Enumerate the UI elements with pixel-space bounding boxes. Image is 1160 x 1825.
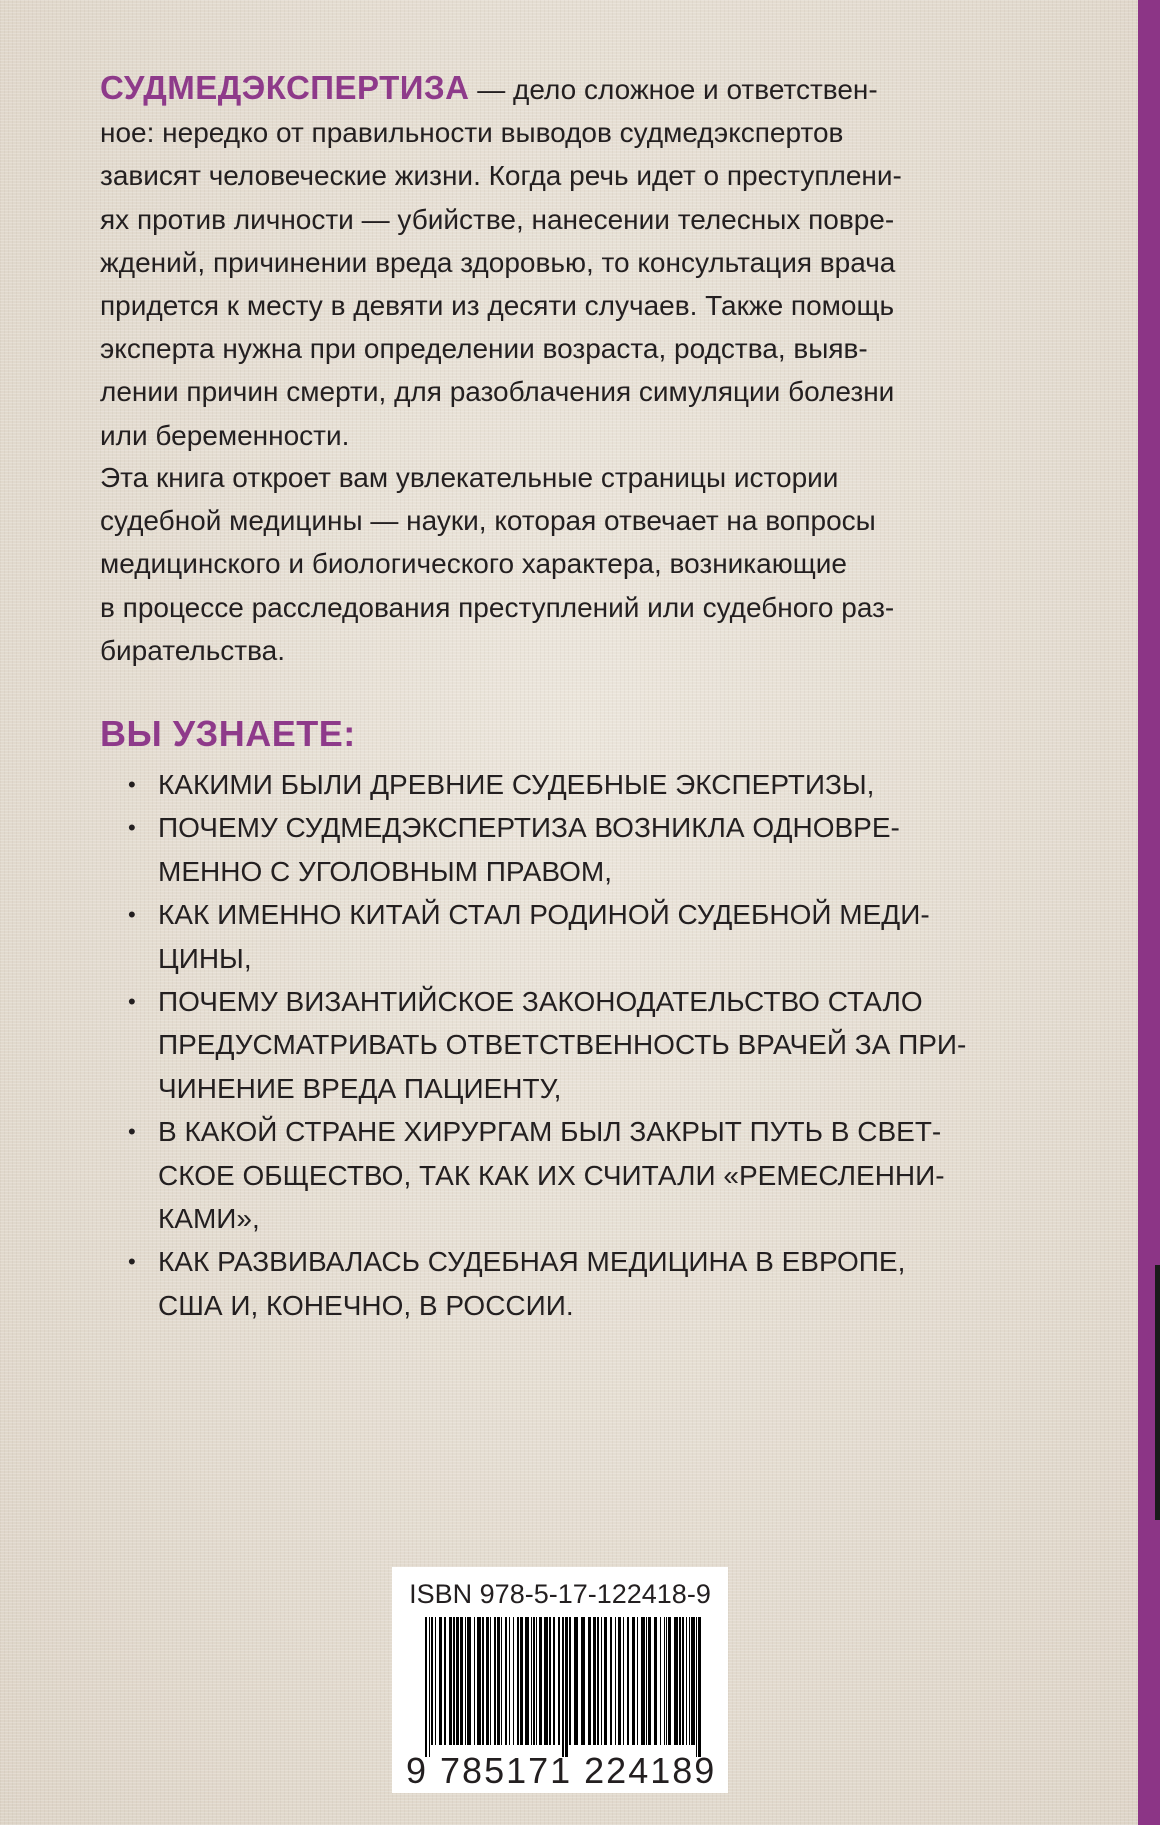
barcode-bar xyxy=(691,1617,695,1745)
paragraph-line: в процессе расследования преступлений или судебного раз- xyxy=(100,591,895,623)
barcode-bar xyxy=(627,1617,629,1745)
list-item-line: В КАКОЙ СТРАНЕ ХИРУРГАМ БЫЛ ЗАКРЫТ ПУТЬ В СВЕТ- xyxy=(158,1116,942,1148)
intro-line: или беременности. xyxy=(100,419,350,451)
list-item-line: КАК ИМЕННО КИТАЙ СТАЛ РОДИНОЙ СУДЕБНОЙ МЕДИ- xyxy=(158,899,930,931)
list-item-line: ПОЧЕМУ СУДМЕДЭКСПЕРТИЗА ВОЗНИКЛА ОДНОВРЕ- xyxy=(158,812,900,844)
barcode-bar xyxy=(456,1617,459,1745)
barcode-bar xyxy=(453,1617,455,1745)
barcode-bar xyxy=(686,1617,687,1745)
bullet-icon: • xyxy=(128,1119,136,1145)
bullet-icon: • xyxy=(128,815,136,841)
barcode-digits: 9 785171 224189 xyxy=(406,1750,717,1791)
barcode-bar xyxy=(474,1617,475,1745)
barcode-bar xyxy=(525,1617,529,1745)
list-item-line: ЧИНЕНИЕ ВРЕДА ПАЦИЕНТУ, xyxy=(158,1072,562,1104)
barcode-bars xyxy=(425,1617,701,1757)
barcode-bar xyxy=(654,1617,657,1745)
spine-mark xyxy=(1155,1265,1160,1520)
barcode-bar xyxy=(482,1617,484,1745)
intro-line: эксперта нужна при определении возраста, родства, выяв- xyxy=(100,333,868,365)
barcode-bar xyxy=(604,1617,607,1745)
list-item xyxy=(128,893,1128,980)
list-item-line: США И, КОНЕЧНО, В РОССИИ. xyxy=(158,1289,574,1321)
list-item-line: КАК РАЗВИВАЛАСЬ СУДЕБНАЯ МЕДИЦИНА В ЕВРОПЕ, xyxy=(158,1246,906,1278)
barcode-bar xyxy=(618,1617,621,1745)
barcode-bar xyxy=(597,1617,599,1745)
barcode-bar xyxy=(553,1617,555,1745)
bullet-icon: • xyxy=(128,902,136,928)
bullet-icon: • xyxy=(128,772,136,797)
barcode-bar xyxy=(632,1617,635,1745)
barcode-bar xyxy=(439,1617,442,1745)
barcode-bar xyxy=(615,1617,616,1745)
barcode-bar xyxy=(660,1617,661,1745)
barcode-bar xyxy=(425,1617,427,1757)
barcode-bar xyxy=(536,1617,537,1745)
barcode-bar xyxy=(610,1617,612,1745)
barcode-bar xyxy=(696,1617,697,1757)
barcode-bar xyxy=(449,1617,452,1745)
barcode-bar xyxy=(497,1617,500,1745)
intro-line: лении причин смерти, для разоблачения симуляции болезни xyxy=(100,376,895,408)
list-heading: ВЫ УЗНАЕТЕ: xyxy=(100,713,356,754)
barcode-bar xyxy=(429,1617,430,1757)
barcode-bar xyxy=(637,1617,638,1745)
list-item xyxy=(128,1110,1128,1240)
barcode-bar xyxy=(494,1617,496,1745)
intro-line: ях против личности — убийстве, нанесении телесных повре- xyxy=(100,203,895,235)
barcode-bar xyxy=(646,1617,647,1745)
barcode-bar xyxy=(689,1617,690,1745)
barcode-bar xyxy=(431,1617,433,1745)
barcode-bar xyxy=(641,1617,645,1745)
barcode-bar xyxy=(565,1617,568,1757)
intro-paragraph xyxy=(100,66,1110,457)
barcode-bar xyxy=(562,1617,564,1757)
paragraph-line: медицинского и биологического характера, возникающие xyxy=(100,548,847,580)
barcode-bar xyxy=(486,1617,489,1745)
barcode-bar xyxy=(505,1617,507,1745)
barcode-bar xyxy=(549,1617,551,1745)
barcode-bar xyxy=(544,1617,548,1745)
barcode-bar xyxy=(588,1617,591,1745)
barcode-bar xyxy=(648,1617,651,1745)
barcode-bar xyxy=(501,1617,502,1745)
isbn-barcode xyxy=(392,1567,728,1793)
barcode-bar xyxy=(460,1617,463,1745)
barcode-bar xyxy=(533,1617,535,1745)
intro-line: зависят человеческие жизни. Когда речь идет о преступлени- xyxy=(100,160,902,192)
barcode-bar xyxy=(513,1617,514,1745)
list-item-line: СКОЕ ОБЩЕСТВО, ТАК КАК ИХ СЧИТАЛИ «РЕМЕСЛЕННИ- xyxy=(158,1159,945,1191)
barcode-bar xyxy=(465,1617,466,1745)
learn-list xyxy=(128,763,1128,1327)
barcode-bar xyxy=(666,1617,667,1745)
barcode-bar xyxy=(435,1617,436,1745)
barcode-bar xyxy=(539,1617,542,1745)
barcode-bar xyxy=(593,1617,596,1745)
paragraph-line: Эта книга откроет вам увлекательные страницы истории xyxy=(100,462,839,493)
list-item-line: МЕННО С УГОЛОВНЫМ ПРАВОМ, xyxy=(158,855,613,887)
spine-strip xyxy=(1138,0,1160,1825)
intro-lead: СУДМЕДЭКСПЕРТИЗА xyxy=(100,69,470,106)
barcode-bar xyxy=(698,1617,701,1757)
barcode-bar xyxy=(569,1617,571,1745)
barcode-bar xyxy=(520,1617,523,1745)
barcode-bar xyxy=(623,1617,624,1745)
intro-line-text: — дело сложное и ответствен- xyxy=(469,74,878,105)
intro-line: придется к месту в девяти из десяти случаев. Также помощь xyxy=(100,290,895,322)
paragraph-line: судебной медицины — науки, которая отвечает на вопросы xyxy=(100,505,876,537)
barcode-bar xyxy=(490,1617,491,1745)
barcode-bar xyxy=(517,1617,519,1745)
barcode-bar xyxy=(574,1617,578,1745)
barcode-bar xyxy=(682,1617,684,1745)
list-item-line: ПРЕДУСМАТРИВАТЬ ОТВЕТСТВЕННОСТЬ ВРАЧЕЙ ЗА ПРИ- xyxy=(158,1029,967,1061)
barcode-bar xyxy=(467,1617,471,1745)
barcode-bar xyxy=(679,1617,681,1745)
barcode-bar xyxy=(444,1617,446,1745)
intro-line xyxy=(100,66,1110,111)
list-item-line: КАМИ», xyxy=(158,1203,260,1235)
list-item-line: ПОЧЕМУ ВИЗАНТИЙСКОЕ ЗАКОНОДАТЕЛЬСТВО СТАЛО xyxy=(158,986,923,1018)
barcode-bar xyxy=(664,1617,665,1745)
barcode-bar xyxy=(601,1617,602,1745)
isbn-text: ISBN 978-5-17-122418-9 xyxy=(409,1579,711,1609)
list-item xyxy=(128,806,1128,893)
barcode-bar xyxy=(674,1617,678,1745)
second-paragraph xyxy=(100,456,1110,672)
barcode-bar xyxy=(477,1617,481,1745)
list-item-line: КАКИМИ БЫЛИ ДРЕВНИЕ СУДЕБНЫЕ ЭКСПЕРТИЗЫ, xyxy=(158,769,875,800)
bullet-icon: • xyxy=(128,989,136,1015)
paragraph-line: бирательства. xyxy=(100,634,286,666)
intro-line: ное: нередко от правильности выводов судмедэкспертов xyxy=(100,117,844,149)
intro-line: ждений, причинении вреда здоровью, то консультация врача xyxy=(100,246,896,278)
list-item-line: ЦИНЫ, xyxy=(158,942,252,974)
barcode-bar xyxy=(581,1617,585,1745)
list-item xyxy=(128,763,1128,806)
list-item xyxy=(128,980,1128,1110)
barcode-bar xyxy=(531,1617,532,1745)
barcode-bar xyxy=(509,1617,510,1745)
bullet-icon: • xyxy=(128,1249,136,1275)
barcode-bar xyxy=(668,1617,671,1745)
list-item xyxy=(128,1240,1128,1327)
barcode-bar xyxy=(558,1617,560,1745)
